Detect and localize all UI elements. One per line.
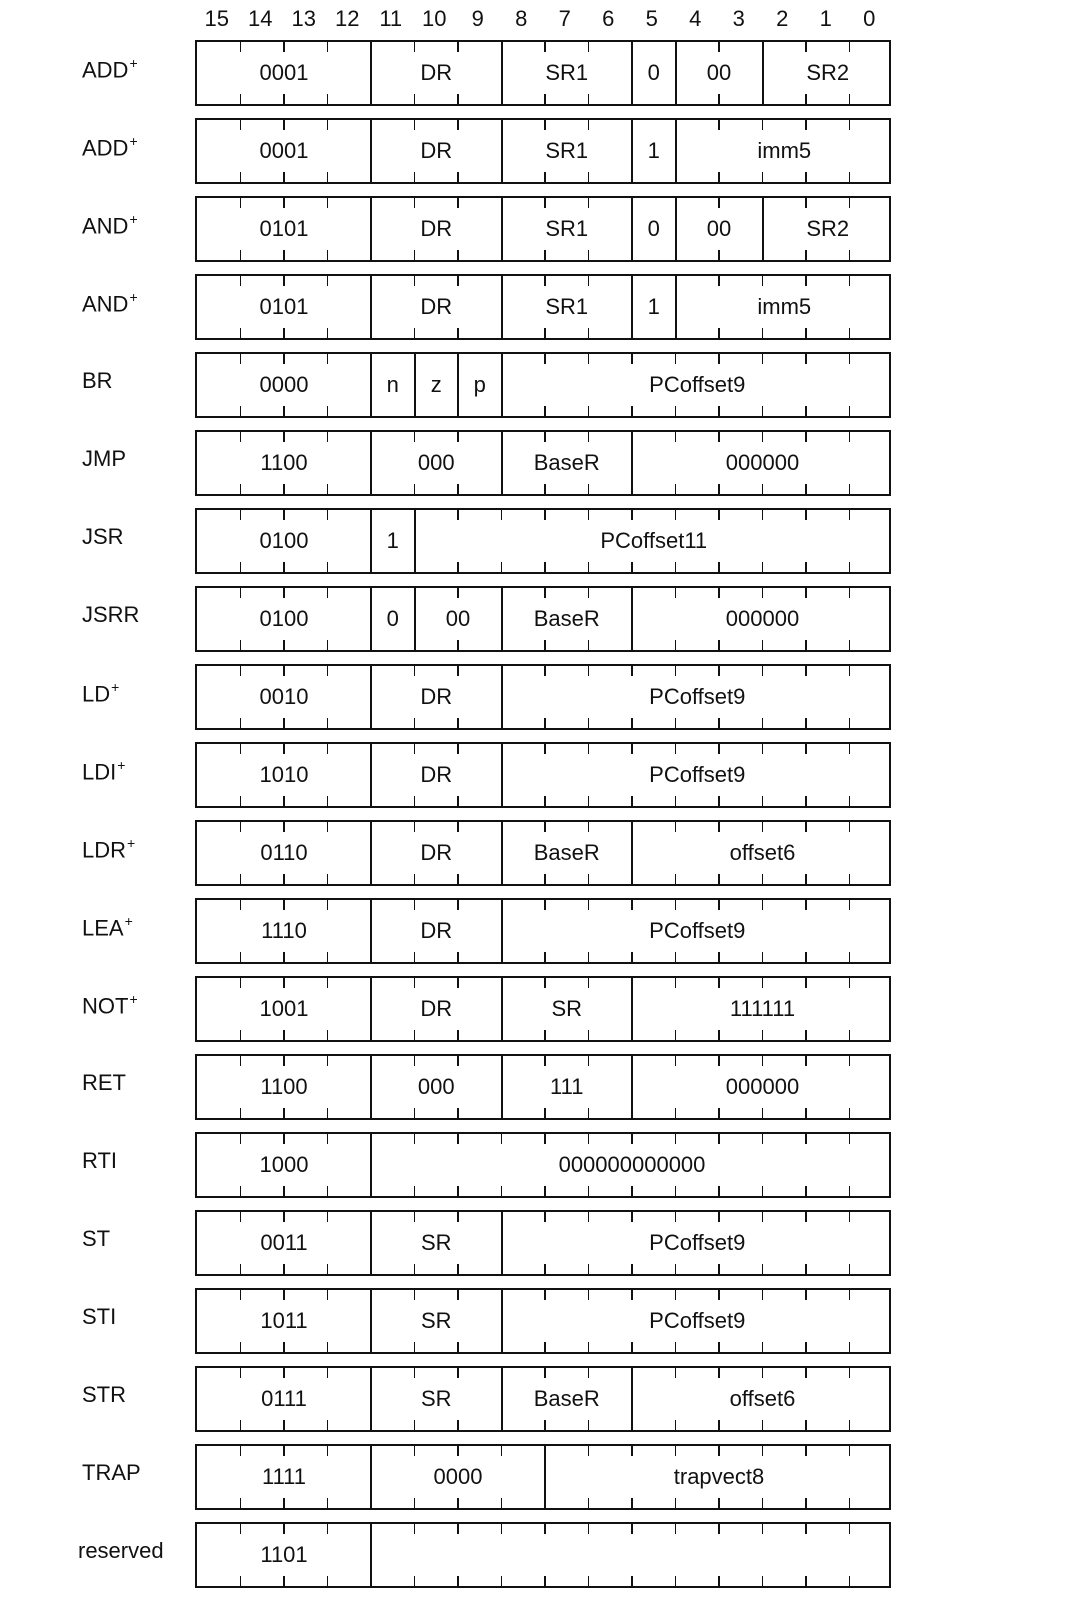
field-sr: SR bbox=[370, 1368, 501, 1430]
mnemonic-name: ADD bbox=[82, 57, 129, 83]
field-000: 000 bbox=[370, 1056, 501, 1118]
field-z: z bbox=[414, 354, 458, 416]
bit-number-0: 0 bbox=[863, 6, 876, 31]
field-offset6: offset6 bbox=[631, 822, 892, 884]
field-sr1: SR1 bbox=[501, 120, 632, 182]
bit-number-2: 2 bbox=[776, 6, 789, 31]
field-1110: 1110 bbox=[261, 918, 307, 943]
field-dr: DR bbox=[370, 42, 501, 104]
field-pcoffset9: PCoffset9 bbox=[501, 354, 893, 416]
sets-condition-codes-mark: + bbox=[129, 133, 138, 149]
bit-number-4: 4 bbox=[689, 6, 702, 31]
mnemonic-name: NOT bbox=[82, 993, 129, 1019]
field-baser: BaseR bbox=[501, 822, 632, 884]
bit-number-3: 3 bbox=[732, 6, 745, 31]
field-0111: 0111 bbox=[261, 1386, 307, 1411]
mnemonic-label bbox=[82, 602, 139, 628]
field-0: 0 bbox=[631, 198, 675, 260]
encoding-row bbox=[195, 1444, 891, 1510]
field-1100: 1100 bbox=[260, 1074, 308, 1099]
mnemonic-name: TRAP bbox=[82, 1460, 141, 1485]
field-dr: DR bbox=[370, 978, 501, 1040]
field-1100: 1100 bbox=[260, 450, 308, 475]
field-00: 00 bbox=[414, 588, 501, 650]
field-sr1: SR1 bbox=[501, 198, 632, 260]
encoding-row bbox=[195, 196, 891, 262]
field-pcoffset11: PCoffset11 bbox=[414, 510, 893, 572]
encoding-row bbox=[195, 586, 891, 652]
field-000: 000 bbox=[370, 432, 501, 494]
mnemonic-name: BR bbox=[82, 368, 113, 393]
mnemonic-label bbox=[82, 758, 125, 785]
mnemonic-label bbox=[82, 368, 113, 394]
field-0100: 0100 bbox=[259, 606, 309, 631]
mnemonic-label bbox=[82, 1070, 126, 1096]
encoding-row bbox=[195, 274, 891, 340]
bit-number-7: 7 bbox=[558, 6, 571, 31]
field-p: p bbox=[457, 354, 501, 416]
field-imm5: imm5 bbox=[675, 276, 893, 338]
encoding-row bbox=[195, 742, 891, 808]
mnemonic-name: AND bbox=[82, 213, 129, 239]
encoding-row bbox=[195, 820, 891, 886]
mnemonic-name: RTI bbox=[82, 1148, 118, 1173]
field-000000: 000000 bbox=[631, 1056, 892, 1118]
mnemonic-label bbox=[82, 290, 138, 317]
encoding-row bbox=[195, 118, 891, 184]
bit-number-1: 1 bbox=[819, 6, 832, 31]
field-dr: DR bbox=[370, 198, 501, 260]
mnemonic-label bbox=[82, 1226, 110, 1252]
bit-number-11: 11 bbox=[379, 6, 403, 31]
field-dr: DR bbox=[370, 276, 501, 338]
field-sr: SR bbox=[501, 978, 632, 1040]
bit-number-6: 6 bbox=[602, 6, 615, 31]
field-1011: 1011 bbox=[260, 1308, 308, 1333]
field-111111: 111111 bbox=[631, 978, 892, 1040]
field-0001: 0001 bbox=[259, 60, 309, 85]
mnemonic-name: LD bbox=[82, 681, 111, 707]
bit-number-14: 14 bbox=[248, 6, 273, 31]
mnemonic-label bbox=[82, 992, 138, 1019]
field-000000: 000000 bbox=[631, 588, 892, 650]
field-sr: SR bbox=[370, 1290, 501, 1352]
field-1101: 1101 bbox=[260, 1542, 308, 1567]
field-pcoffset9: PCoffset9 bbox=[501, 666, 893, 728]
bit-number-5: 5 bbox=[645, 6, 658, 31]
bit-number-15: 15 bbox=[204, 6, 229, 31]
mnemonic-name: AND bbox=[82, 291, 129, 317]
mnemonic-name: ADD bbox=[82, 135, 129, 161]
field-sr2: SR2 bbox=[762, 198, 893, 260]
encoding-row bbox=[195, 1210, 891, 1276]
encoding-row bbox=[195, 1132, 891, 1198]
field-0010: 0010 bbox=[259, 684, 309, 709]
mnemonic-label bbox=[82, 524, 124, 550]
field-1001: 1001 bbox=[259, 996, 309, 1021]
mnemonic-label bbox=[82, 1382, 126, 1408]
field-dr: DR bbox=[370, 744, 501, 806]
bit-number-8: 8 bbox=[515, 6, 528, 31]
mnemonic-name: RET bbox=[82, 1070, 126, 1095]
sets-condition-codes-mark: + bbox=[127, 835, 136, 851]
mnemonic-label bbox=[82, 1304, 116, 1330]
bit-number-12: 12 bbox=[335, 6, 360, 31]
field-0: 0 bbox=[631, 42, 675, 104]
field-dr: DR bbox=[370, 900, 501, 962]
field-offset6: offset6 bbox=[631, 1368, 892, 1430]
field-0110: 0110 bbox=[260, 840, 308, 865]
field-pcoffset9: PCoffset9 bbox=[501, 1290, 893, 1352]
encoding-row bbox=[195, 664, 891, 730]
field-sr: SR bbox=[370, 1212, 501, 1274]
field-1000: 1000 bbox=[259, 1152, 309, 1177]
field-sr1: SR1 bbox=[501, 42, 632, 104]
mnemonic-label bbox=[82, 914, 133, 941]
mnemonic-name: STI bbox=[82, 1304, 117, 1329]
field-pcoffset9: PCoffset9 bbox=[501, 744, 893, 806]
field-baser: BaseR bbox=[501, 432, 632, 494]
encoding-row bbox=[195, 976, 891, 1042]
field-sr1: SR1 bbox=[501, 276, 632, 338]
field-000000: 000000 bbox=[631, 432, 892, 494]
sets-condition-codes-mark: + bbox=[129, 991, 138, 1007]
field-unused bbox=[370, 1524, 892, 1586]
field-1: 1 bbox=[631, 120, 675, 182]
field-0: 0 bbox=[370, 588, 414, 650]
field-0101: 0101 bbox=[259, 294, 309, 319]
encoding-row bbox=[195, 40, 891, 106]
mnemonic-name: ST bbox=[82, 1226, 111, 1251]
field-0101: 0101 bbox=[259, 216, 309, 241]
field-1010: 1010 bbox=[259, 762, 309, 787]
encoding-row bbox=[195, 1054, 891, 1120]
field-pcoffset9: PCoffset9 bbox=[501, 900, 893, 962]
field-1: 1 bbox=[370, 510, 414, 572]
sets-condition-codes-mark: + bbox=[129, 289, 138, 305]
field-0001: 0001 bbox=[259, 138, 309, 163]
mnemonic-name: STR bbox=[82, 1382, 126, 1407]
mnemonic-label bbox=[82, 1460, 141, 1486]
mnemonic-name: LEA bbox=[82, 915, 124, 941]
field-trapvect8: trapvect8 bbox=[544, 1446, 892, 1508]
mnemonic-label bbox=[82, 56, 138, 83]
field-0100: 0100 bbox=[259, 528, 309, 553]
mnemonic-label bbox=[82, 836, 135, 863]
field-dr: DR bbox=[370, 120, 501, 182]
field-dr: DR bbox=[370, 666, 501, 728]
field-1: 1 bbox=[631, 276, 675, 338]
mnemonic-label bbox=[82, 680, 119, 707]
mnemonic-name: JMP bbox=[82, 446, 126, 471]
sets-condition-codes-mark: + bbox=[129, 55, 138, 71]
field-00: 00 bbox=[675, 42, 762, 104]
field-1111: 1111 bbox=[261, 1464, 307, 1489]
mnemonic-name: LDI bbox=[82, 759, 117, 785]
field-000000000000: 000000000000 bbox=[370, 1134, 892, 1196]
field-imm5: imm5 bbox=[675, 120, 893, 182]
mnemonic-label bbox=[78, 1538, 164, 1564]
mnemonic-label bbox=[82, 1148, 117, 1174]
bit-number-13: 13 bbox=[291, 6, 316, 31]
field-dr: DR bbox=[370, 822, 501, 884]
encoding-row bbox=[195, 508, 891, 574]
mnemonic-label bbox=[82, 212, 138, 239]
field-sr2: SR2 bbox=[762, 42, 893, 104]
bit-number-10: 10 bbox=[422, 6, 447, 31]
mnemonic-name: LDR bbox=[82, 837, 127, 863]
encoding-row bbox=[195, 1366, 891, 1432]
encoding-row bbox=[195, 1522, 891, 1588]
encoding-row bbox=[195, 352, 891, 418]
mnemonic-label bbox=[82, 446, 126, 472]
field-00: 00 bbox=[675, 198, 762, 260]
mnemonic-label bbox=[82, 134, 138, 161]
sets-condition-codes-mark: + bbox=[111, 679, 120, 695]
field-baser: BaseR bbox=[501, 1368, 632, 1430]
sets-condition-codes-mark: + bbox=[117, 757, 126, 773]
field-0000: 0000 bbox=[259, 372, 309, 397]
mnemonic-name: JSRR bbox=[82, 602, 140, 627]
field-n: n bbox=[370, 354, 414, 416]
field-0011: 0011 bbox=[260, 1230, 308, 1255]
sets-condition-codes-mark: + bbox=[129, 211, 138, 227]
field-baser: BaseR bbox=[501, 588, 632, 650]
mnemonic-name: JSR bbox=[82, 524, 124, 549]
mnemonic-name: reserved bbox=[78, 1538, 164, 1563]
bit-number-9: 9 bbox=[471, 6, 484, 31]
encoding-row bbox=[195, 898, 891, 964]
field-pcoffset9: PCoffset9 bbox=[501, 1212, 893, 1274]
encoding-row bbox=[195, 430, 891, 496]
sets-condition-codes-mark: + bbox=[124, 913, 133, 929]
field-0000: 0000 bbox=[370, 1446, 544, 1508]
encoding-row bbox=[195, 1288, 891, 1354]
field-111: 111 bbox=[501, 1056, 632, 1118]
